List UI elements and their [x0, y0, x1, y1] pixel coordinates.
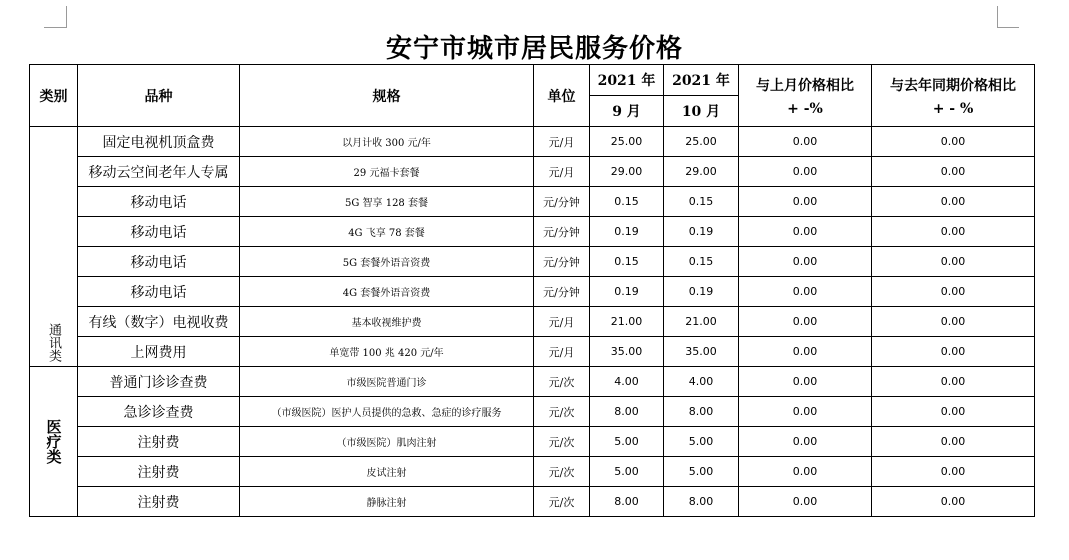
- spec-cell: 市级医院普通门诊: [240, 367, 534, 397]
- category-label: 医疗类: [44, 419, 63, 464]
- mom-change-cell: 0.00: [739, 247, 872, 277]
- yoy-change-cell: 0.00: [872, 157, 1035, 187]
- price-sep-cell: 0.15: [590, 247, 664, 277]
- unit-cell: 元/次: [534, 487, 590, 517]
- price-oct-cell: 0.19: [664, 217, 739, 247]
- price-sep-cell: 0.19: [590, 277, 664, 307]
- variety-cell: 注射费: [78, 427, 240, 457]
- header-row: [30, 65, 1035, 96]
- yoy-change-cell: 0.00: [872, 337, 1035, 367]
- spec-cell: 5G 智享 128 套餐: [240, 187, 534, 217]
- variety-cell: 固定电视机顶盒费: [78, 127, 240, 157]
- header-category: 类别: [30, 65, 78, 127]
- category-cell: [30, 127, 78, 367]
- spec-cell: 静脉注射: [240, 487, 534, 517]
- spec-cell: 皮试注射: [240, 457, 534, 487]
- price-sep-cell: 21.00: [590, 307, 664, 337]
- spec-cell: 单宽带 100 兆 420 元/年: [240, 337, 534, 367]
- page-corner-mark: [997, 6, 998, 28]
- price-sep-cell: 8.00: [590, 397, 664, 427]
- table-row: [30, 367, 1035, 397]
- spec-cell: 基本收视维护费: [240, 307, 534, 337]
- unit-cell: 元/分钟: [534, 247, 590, 277]
- table-row: [30, 457, 1035, 487]
- price-oct-cell: 5.00: [664, 427, 739, 457]
- yoy-change-cell: 0.00: [872, 427, 1035, 457]
- variety-cell: 移动云空间老年人专属: [78, 157, 240, 187]
- price-oct-cell: 0.15: [664, 247, 739, 277]
- price-oct-cell: 0.19: [664, 277, 739, 307]
- page-corner-mark: [66, 6, 67, 28]
- variety-cell: 普通门诊诊查费: [78, 367, 240, 397]
- price-sep-cell: 5.00: [590, 427, 664, 457]
- unit-cell: 元/月: [534, 337, 590, 367]
- mom-change-cell: 0.00: [739, 457, 872, 487]
- table-row: [30, 187, 1035, 217]
- price-table: [29, 64, 1035, 517]
- mom-change-cell: 0.00: [739, 157, 872, 187]
- unit-cell: 元/次: [534, 457, 590, 487]
- price-sep-cell: 0.15: [590, 187, 664, 217]
- unit-cell: 元/月: [534, 157, 590, 187]
- category-label: 通讯类: [46, 323, 61, 362]
- spec-cell: 4G 飞享 78 套餐: [240, 217, 534, 247]
- price-oct-cell: 29.00: [664, 157, 739, 187]
- yoy-change-cell: 0.00: [872, 127, 1035, 157]
- header-mom-unit: + -%: [787, 100, 823, 117]
- price-sep-cell: 0.19: [590, 217, 664, 247]
- header-spec: 规格: [240, 65, 534, 127]
- header-mom-label: 与上月价格相比: [756, 77, 854, 94]
- variety-cell: 注射费: [78, 487, 240, 517]
- price-oct-cell: 8.00: [664, 397, 739, 427]
- unit-cell: 元/月: [534, 307, 590, 337]
- mom-change-cell: 0.00: [739, 427, 872, 457]
- yoy-change-cell: 0.00: [872, 187, 1035, 217]
- yoy-change-cell: 0.00: [872, 247, 1035, 277]
- table-row: [30, 397, 1035, 427]
- header-yoy: [872, 65, 1035, 127]
- table-row: [30, 247, 1035, 277]
- header-sep-month: 9 月: [590, 96, 664, 127]
- yoy-change-cell: 0.00: [872, 277, 1035, 307]
- table-row: [30, 127, 1035, 157]
- variety-cell: 有线（数字）电视收费: [78, 307, 240, 337]
- header-variety: 品种: [78, 65, 240, 127]
- unit-cell: 元/次: [534, 367, 590, 397]
- price-oct-cell: 8.00: [664, 487, 739, 517]
- price-oct-cell: 4.00: [664, 367, 739, 397]
- yoy-change-cell: 0.00: [872, 307, 1035, 337]
- mom-change-cell: 0.00: [739, 127, 872, 157]
- price-oct-cell: 35.00: [664, 337, 739, 367]
- price-oct-cell: 21.00: [664, 307, 739, 337]
- unit-cell: 元/次: [534, 427, 590, 457]
- unit-cell: 元/分钟: [534, 217, 590, 247]
- spec-cell: 以月计收 300 元/年: [240, 127, 534, 157]
- unit-cell: 元/分钟: [534, 277, 590, 307]
- unit-cell: 元/分钟: [534, 187, 590, 217]
- yoy-change-cell: 0.00: [872, 487, 1035, 517]
- header-oct-month: 10 月: [664, 96, 739, 127]
- header-sep-year: 2021 年: [590, 65, 664, 96]
- table-row: [30, 157, 1035, 187]
- yoy-change-cell: 0.00: [872, 397, 1035, 427]
- table-row: [30, 217, 1035, 247]
- yoy-change-cell: 0.00: [872, 217, 1035, 247]
- price-sep-cell: 35.00: [590, 337, 664, 367]
- page-title: 安宁市城市居民服务价格: [385, 34, 683, 64]
- mom-change-cell: 0.00: [739, 397, 872, 427]
- spec-cell: （市级医院）肌肉注射: [240, 427, 534, 457]
- spec-cell: 29 元福卡套餐: [240, 157, 534, 187]
- mom-change-cell: 0.00: [739, 367, 872, 397]
- price-oct-cell: 5.00: [664, 457, 739, 487]
- header-yoy-label: 与去年同期价格相比: [890, 77, 1016, 94]
- price-sep-cell: 25.00: [590, 127, 664, 157]
- header-unit: 单位: [534, 65, 590, 127]
- price-sep-cell: 8.00: [590, 487, 664, 517]
- variety-cell: 上网费用: [78, 337, 240, 367]
- variety-cell: 移动电话: [78, 187, 240, 217]
- yoy-change-cell: 0.00: [872, 367, 1035, 397]
- table-row: [30, 337, 1035, 367]
- price-oct-cell: 0.15: [664, 187, 739, 217]
- variety-cell: 移动电话: [78, 247, 240, 277]
- category-cell: [30, 367, 78, 517]
- mom-change-cell: 0.00: [739, 307, 872, 337]
- variety-cell: 急诊诊查费: [78, 397, 240, 427]
- mom-change-cell: 0.00: [739, 487, 872, 517]
- header-oct-year: 2021 年: [664, 65, 739, 96]
- table-row: [30, 427, 1035, 457]
- mom-change-cell: 0.00: [739, 187, 872, 217]
- price-sep-cell: 5.00: [590, 457, 664, 487]
- unit-cell: 元/次: [534, 397, 590, 427]
- mom-change-cell: 0.00: [739, 277, 872, 307]
- variety-cell: 移动电话: [78, 277, 240, 307]
- variety-cell: 移动电话: [78, 217, 240, 247]
- mom-change-cell: 0.00: [739, 217, 872, 247]
- price-oct-cell: 25.00: [664, 127, 739, 157]
- spec-cell: （市级医院）医护人员提供的急救、急症的诊疗服务: [240, 397, 534, 427]
- variety-cell: 注射费: [78, 457, 240, 487]
- table-row: [30, 277, 1035, 307]
- table-row: [30, 487, 1035, 517]
- spec-cell: 4G 套餐外语音资费: [240, 277, 534, 307]
- spec-cell: 5G 套餐外语音资费: [240, 247, 534, 277]
- header-mom: [739, 65, 872, 127]
- mom-change-cell: 0.00: [739, 337, 872, 367]
- header-yoy-unit: + - %: [932, 100, 974, 117]
- price-sep-cell: 29.00: [590, 157, 664, 187]
- yoy-change-cell: 0.00: [872, 457, 1035, 487]
- price-sep-cell: 4.00: [590, 367, 664, 397]
- table-row: [30, 307, 1035, 337]
- unit-cell: 元/月: [534, 127, 590, 157]
